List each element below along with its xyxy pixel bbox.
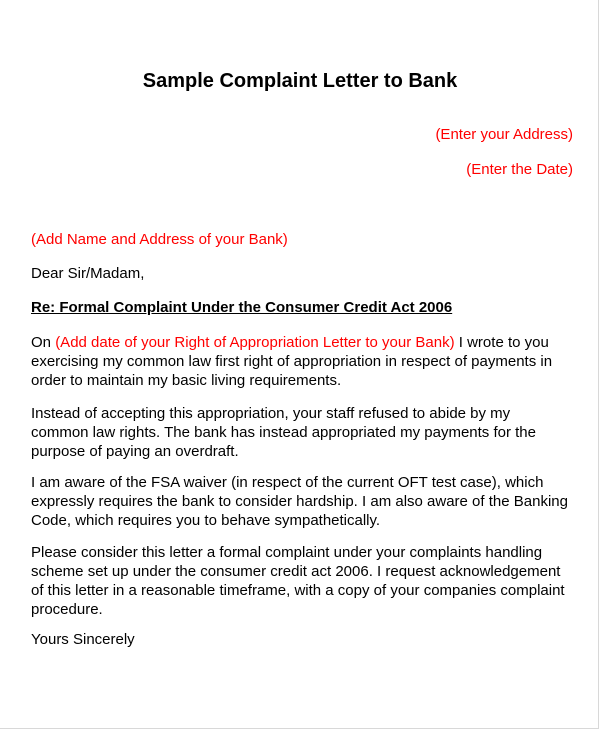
date-placeholder: (Enter the Date) bbox=[466, 161, 573, 178]
body-paragraph-2: Instead of accepting this appropriation, your staff refused to abide by my common law rights. The bank has instead appropriated my payments for the purpose of paying an overdraft. bbox=[31, 405, 536, 460]
body-paragraph-3: I am aware of the FSA waiver (in respect of the current OFT test case), which expressly requires the bank to consider hardship. I am also aware of the Banking Code, which requires you to behave sympathetically. bbox=[31, 474, 568, 529]
salutation: Dear Sir/Madam, bbox=[31, 265, 145, 282]
sender-address-placeholder: (Enter your Address) bbox=[435, 126, 573, 143]
letter-title: Sample Complaint Letter to Bank bbox=[142, 70, 458, 92]
p1-text: I wrote to you exercising my common law first right of appropriation in respect of payments in order to maintain my basic living requirements. bbox=[31, 334, 553, 389]
body-paragraph-1 bbox=[31, 333, 571, 390]
appropriation-date-placeholder: (Add date of your Right of Appropriation Letter to your Bank) bbox=[55, 334, 455, 351]
recipient-placeholder: (Add Name and Address of your Bank) bbox=[31, 231, 288, 248]
p1-prefix: On bbox=[31, 334, 52, 351]
closing: Yours Sincerely bbox=[31, 631, 135, 648]
body-paragraph-4: Please consider this letter a formal complaint under your complaints handling scheme set up under the consumer credit act 2006. I request acknowledgement of this letter in a reasonable timeframe, with a copy of your companies complaint procedure. bbox=[31, 544, 565, 618]
subject-line: Re: Formal Complaint Under the Consumer Credit Act 2006 bbox=[31, 299, 453, 316]
